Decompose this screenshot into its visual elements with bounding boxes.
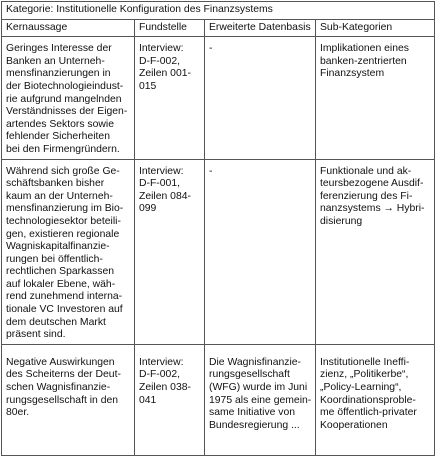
category-table (1, 1, 435, 456)
cell-fundstelle: Interview: D-F-001, Zeilen 084- 099 (135, 159, 205, 344)
table-row (2, 37, 435, 159)
header-fundstelle: Fundstelle (135, 19, 205, 37)
cell-fundstelle: Interview: D-F-002, Zeilen 038- 041 (135, 344, 205, 455)
table-header-row (2, 19, 435, 37)
table-row (2, 344, 435, 455)
header-datenbasis: Erweiterte Datenbasis (205, 19, 316, 37)
cell-kernaussage: Negative Auswirkungen des Scheiterns der Deut- schen Wagnisfinanzie- rungsgesellschaft in den 80er. (2, 344, 135, 455)
cell-subkategorien: Institutionelle Ineffi- zienz, „Politikerbe“, „Policy-Learning“, Koordinationsproble- me öffentlich-privater Kooperationen (316, 344, 435, 455)
table-title-row (2, 2, 435, 20)
cell-datenbasis: Die Wagnisfinanzie- rungsgesellschaft (WFG) wurde im Juni 1975 als eine gemein- same Initiative von Bundesregierung ... (205, 344, 316, 455)
cell-kernaussage: Geringes Interesse der Banken an Unterneh- mensfinanzierungen in der Biotechnologieindust- rie aufgrund mangelnden Verständnisses der Eigen- artendes Sektors sowie fehlender Sicherheiten bei den Firmengründern. (2, 37, 135, 159)
cell-subkategorien: Implikationen eines banken-zentrierten Finanzsystem (316, 37, 435, 159)
header-subkategorien: Sub-Kategorien (316, 19, 435, 37)
cell-kernaussage: Während sich große Ge- schäftsbanken bisher kaum an der Unterneh- mensfinanzierung im Bio- technologiesektor beteili- gen, existieren regionale Wagniskapitalfinanzie- rungen bei öffentlich- rechtlichen Sparkassen auf lokaler Ebene, wäh- rend zunehmend interna- tionale VC Investoren auf dem deutschen Markt präsent sind. (2, 159, 135, 344)
cell-subkategorien: Funktionale und ak- teursbezogene Ausdif- ferenzierung des Fi- nanzsystems → Hybri- disierung (316, 159, 435, 344)
cell-fundstelle: Interview: D-F-002, Zeilen 001- 015 (135, 37, 205, 159)
cell-datenbasis: - (205, 159, 316, 344)
table-title: Kategorie: Institutionelle Konfiguration des Finanzsystems (2, 2, 435, 20)
header-kernaussage: Kernaussage (2, 19, 135, 37)
table-row (2, 159, 435, 344)
cell-datenbasis: - (205, 37, 316, 159)
